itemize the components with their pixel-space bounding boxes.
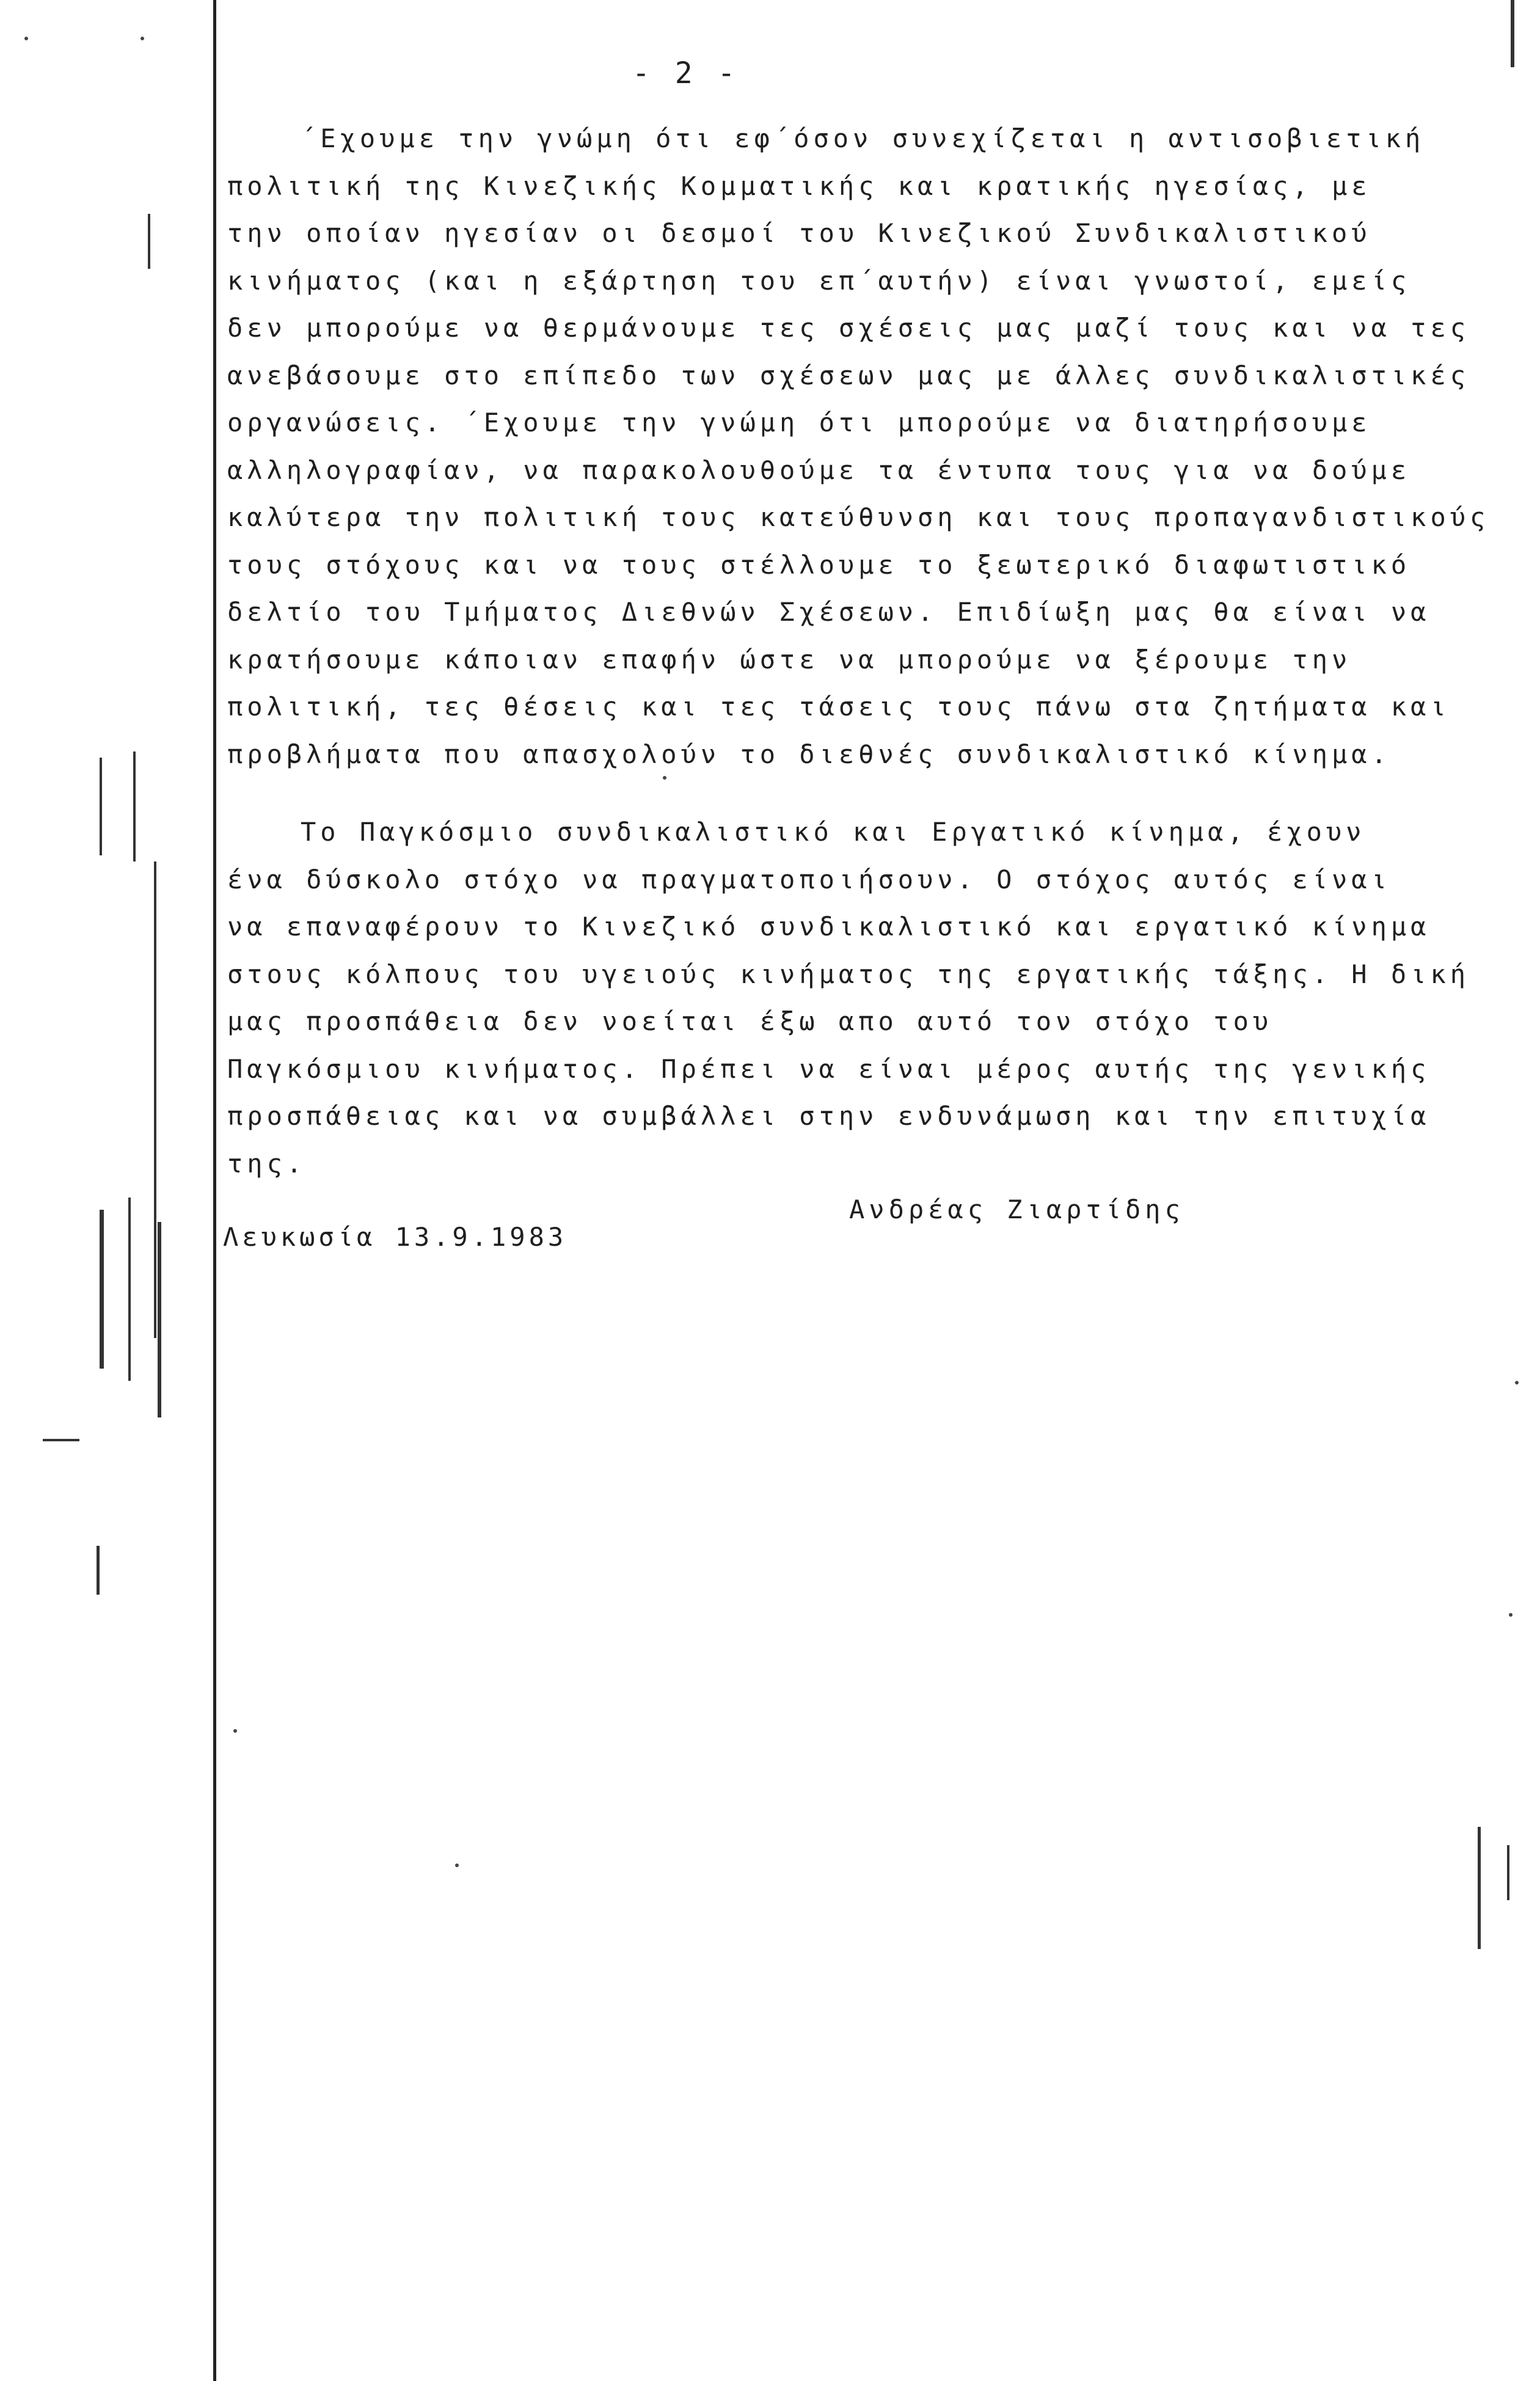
scan-mark	[100, 1210, 104, 1369]
text-line: προβλήματα που απασχολούν το διεθνές συνδικαλιστικό κίνημα.	[227, 739, 1391, 769]
text-line: τους στόχους και να τους στέλλουμε το ξεωτερικό διαφωτιστικό	[227, 549, 1411, 580]
scan-mark	[1507, 1845, 1509, 1900]
scan-mark	[133, 752, 136, 861]
text-line: καλύτερα την πολιτική τους κατεύθυνση και τους προπαγανδιστικούς	[227, 502, 1490, 532]
paragraph	[227, 115, 1490, 778]
scan-mark	[43, 1439, 79, 1441]
text-line: πολιτική, τες θέσεις και τες τάσεις τους πάνω στα ζητήματα και	[227, 692, 1450, 722]
scan-mark	[1511, 0, 1514, 67]
text-line: μας προσπάθεια δεν νοείται έξω απο αυτό τον στόχο του	[227, 1006, 1273, 1036]
scan-mark	[100, 758, 102, 855]
scan-speck	[24, 37, 28, 40]
text-line: της.	[227, 1148, 307, 1179]
scan-speck	[233, 1729, 237, 1733]
signature-name: Ανδρέας Ζιαρτίδης	[849, 1194, 1184, 1224]
text-line: να επαναφέρουν το Κινεζικό συνδικαλιστικό και εργατικό κίνημα	[227, 912, 1431, 942]
scan-mark	[148, 214, 150, 269]
scan-mark	[128, 1198, 131, 1381]
text-line: κρατήσουμε κάποιαν επαφήν ώστε να μπορούμε να ξέρουμε την	[227, 644, 1352, 675]
paragraph	[227, 808, 1470, 1187]
text-line: προσπάθειας και να συμβάλλει στην ενδυνάμωση και την επιτυχία	[227, 1101, 1431, 1131]
text-line: Παγκόσμιου κινήματος. Πρέπει να είναι μέρος αυτής της γενικής	[227, 1053, 1431, 1084]
place-and-date: Λευκωσία 13.9.1983	[223, 1222, 567, 1252]
scan-mark	[1478, 1827, 1481, 1949]
scan-speck	[1515, 1381, 1519, 1384]
text-line: στους κόλπους του υγειούς κινήματος της εργατικής τάξης. Η δική	[227, 959, 1470, 989]
letter-body	[227, 115, 1490, 1187]
scan-mark	[158, 1222, 161, 1417]
text-line: κινήματος (και η εξάρτηση του επ΄αυτήν) είναι γνωστοί, εμείς	[227, 265, 1411, 296]
text-line: δελτίο του Τμήματος Διεθνών Σχέσεων. Επιδίωξη μας θα είναι να	[227, 597, 1431, 627]
text-line: ΄Εχουμε την γνώμη ότι εφ΄όσον συνεχίζεται η αντισοβιετική	[301, 123, 1425, 153]
text-line: ένα δύσκολο στόχο να πραγματοποιήσουν. Ο στόχος αυτός είναι	[227, 864, 1391, 894]
scan-speck	[140, 37, 144, 40]
text-line: ανεβάσουμε στο επίπεδο των σχέσεων μας με άλλες συνδικαλιστικές	[227, 360, 1470, 390]
text-line: οργανώσεις. ΄Εχουμε την γνώμη ότι μπορούμε να διατηρήσουμε	[227, 408, 1371, 437]
scan-mark	[97, 1546, 100, 1595]
text-line: την οποίαν ηγεσίαν οι δεσμοί του Κινεζικού Συνδικαλιστικού	[227, 218, 1371, 248]
text-line: Το Παγκόσμιο συνδικαλιστικό και Εργατικό κίνημα, έχουν	[301, 817, 1366, 847]
scan-speck	[1509, 1613, 1513, 1617]
margin-line	[213, 0, 216, 2381]
page-number: - 2 -	[632, 56, 739, 90]
scan-speck	[455, 1863, 459, 1867]
scan-mark	[154, 861, 156, 1338]
text-line: πολιτική της Κινεζικής Κομματικής και κρατικής ηγεσίας, με	[227, 170, 1371, 201]
text-line: αλληλογραφίαν, να παρακολουθούμε τα έντυπα τους για να δούμε	[227, 455, 1411, 485]
text-line: δεν μπορούμε να θερμάνουμε τες σχέσεις μας μαζί τους και να τες	[227, 313, 1470, 343]
